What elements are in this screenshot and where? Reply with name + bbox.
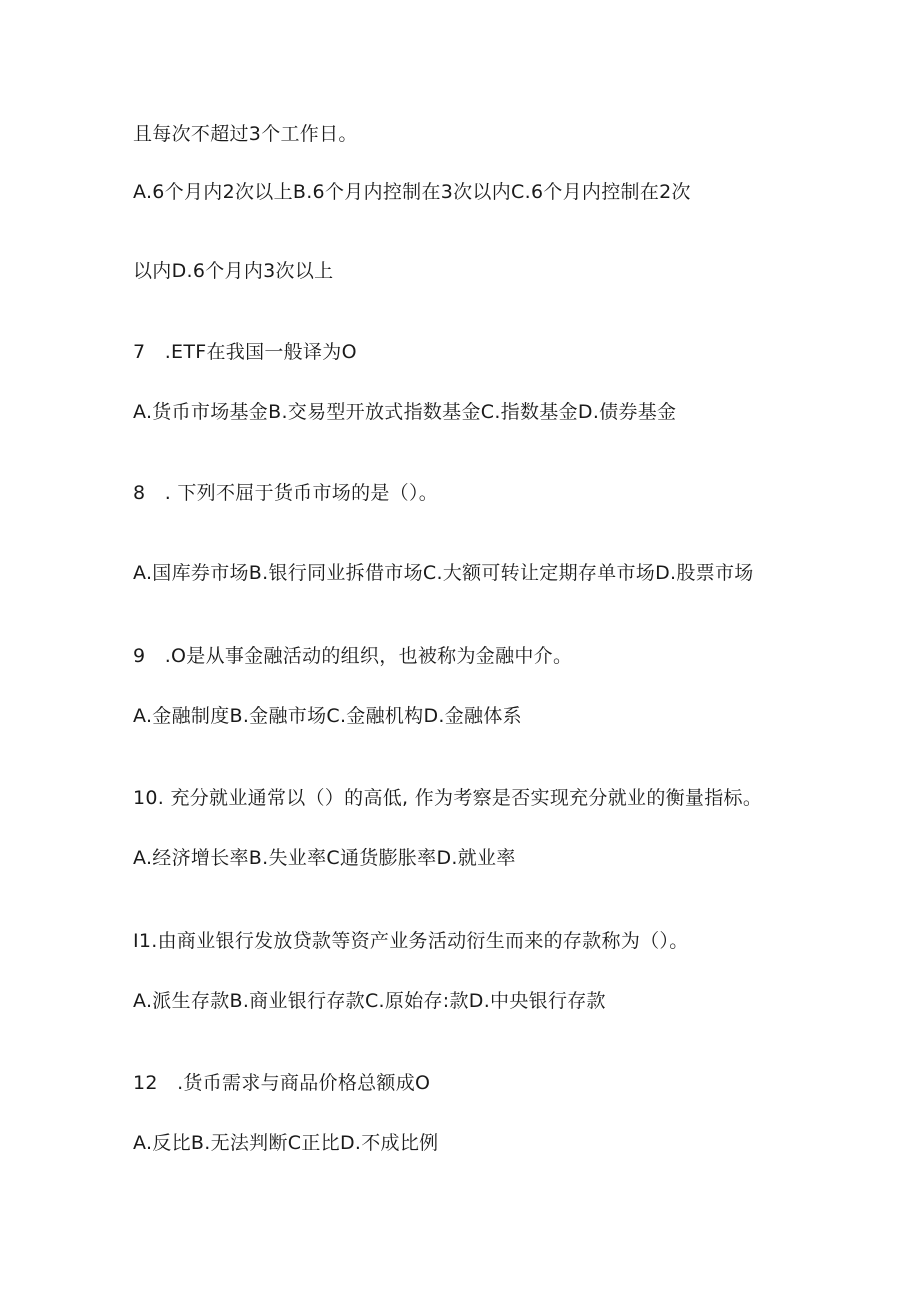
- question-8-options: A.国库券市场B.银行同业拆借市场C.大额可转让定期存单市场D.股票市场: [133, 562, 754, 584]
- question-8-text: 8 . 下列不屈于货币市场的是（）。: [133, 482, 439, 504]
- question-11-text: I1.由商业银行发放贷款等资产业务活动衍生而来的存款称为（）。: [133, 930, 689, 952]
- question-9-text: 9 .O是从事金融活动的组织，也被称为金融中介。: [133, 645, 573, 667]
- question-12-options: A.反比B.无法判断C正比D.不成比例: [133, 1132, 439, 1154]
- question-7-text: 7 .ETF在我国一般译为O: [133, 341, 357, 363]
- question-9-options: A.金融制度B.金融市场C.金融机构D.金融体系: [133, 705, 522, 727]
- question-10-options: A.经济增长率B.失业率C通货膨胀率D.就业率: [133, 847, 516, 869]
- question-6-options-line-1: A.6个月内2次以上B.6个月内控制在3次以内C.6个月内控制在2次: [133, 181, 691, 203]
- question-10-text: 10. 充分就业通常以（）的高低, 作为考察是否实现充分就业的衡量指标。: [133, 787, 763, 809]
- question-7-options: A.货币市场基金B.交易型开放式指数基金C.指数基金D.债券基金: [133, 401, 677, 423]
- question-11-options: A.派生存款B.商业银行存款C.原始存:款D.中央银行存款: [133, 990, 606, 1012]
- continuation-text-line: 且每次不超过3个工作日。: [133, 123, 358, 145]
- question-6-options-line-2: 以内D.6个月内3次以上: [133, 260, 334, 282]
- question-12-text: 12 .货币需求与商品价格总额成O: [133, 1072, 431, 1094]
